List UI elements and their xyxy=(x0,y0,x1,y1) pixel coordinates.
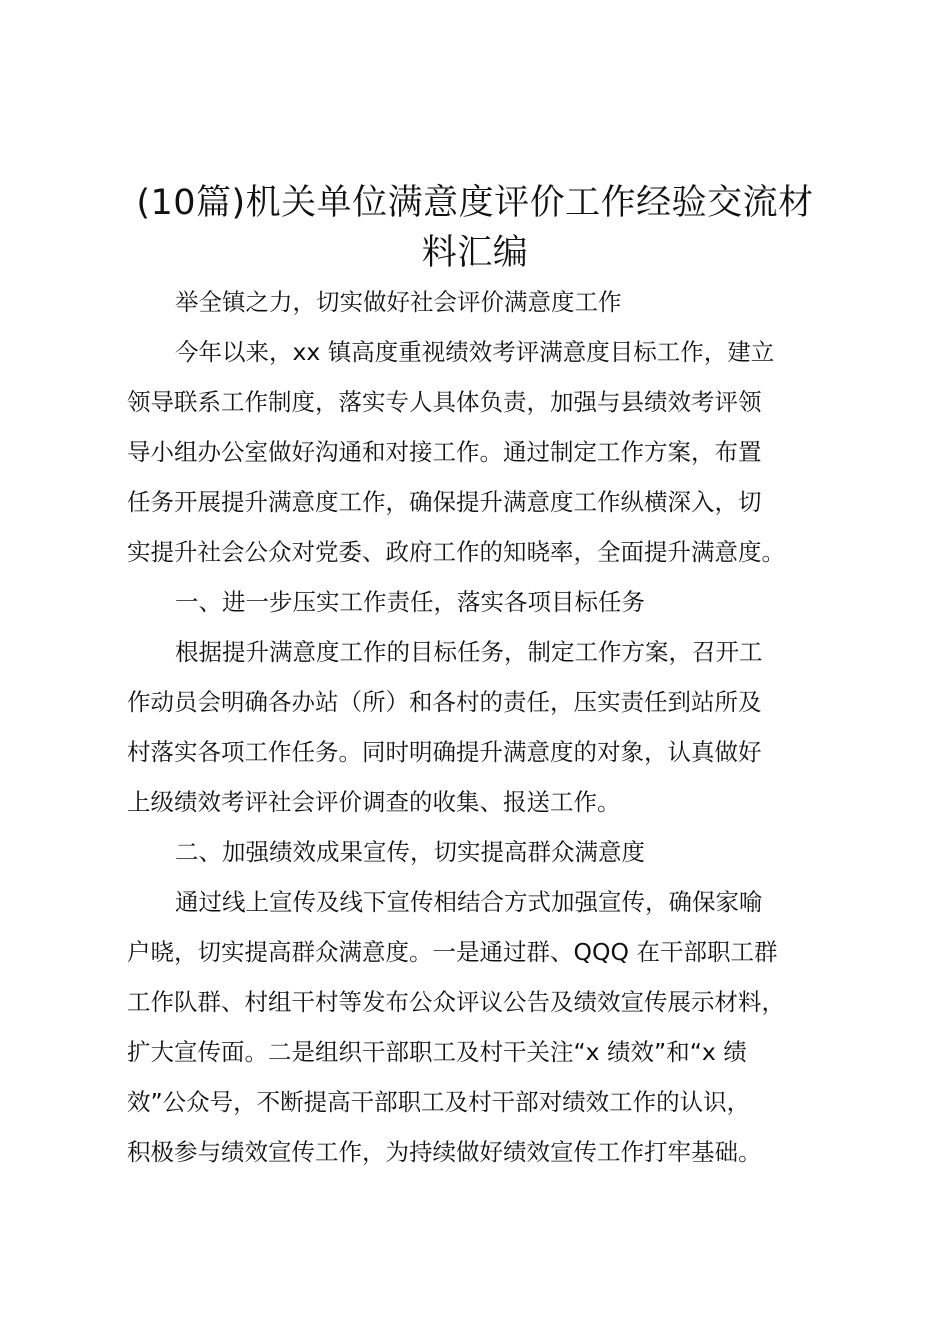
text-line: 积极参与绩效宣传工作，为持续做好绩效宣传工作打牢基础。 xyxy=(127,1138,762,1166)
text-line: 领导联系工作制度，落实专人具体负责，加强与县绩效考评领 xyxy=(127,388,762,416)
title-line: 料汇编 xyxy=(421,233,529,273)
text-line: 村落实各项工作任务。同时明确提升满意度的对象，认真做好 xyxy=(127,738,762,766)
paragraph xyxy=(127,877,847,1177)
section-heading xyxy=(127,827,847,877)
text-line: 上级绩效考评社会评价调查的收集、报送工作。 xyxy=(127,788,621,816)
title-line: (10篇)机关单位满意度评价工作经验交流材 xyxy=(136,183,814,223)
text-line: 工作队群、村组干村等发布公众评议公告及绩效宣传展示材料， xyxy=(127,988,785,1016)
paragraph xyxy=(127,327,847,577)
document-title xyxy=(100,178,850,278)
text-line: 导小组办公室做好沟通和对接工作。通过制定工作方案，布置 xyxy=(127,438,762,466)
text-line: 效”公众号，不断提高干部职工及村干部对绩效工作的认识， xyxy=(127,1088,751,1116)
document-body xyxy=(127,277,847,1177)
text-line: 通过线上宣传及线下宣传相结合方式加强宣传，确保家喻 xyxy=(175,888,763,916)
section-heading xyxy=(127,577,847,627)
text-line: 扩大宣传面。二是组织干部职工及村干关注“x 绩效”和“x 绩 xyxy=(127,1038,747,1066)
text-line: 今年以来，xx 镇高度重视绩效考评满意度目标工作，建立 xyxy=(175,338,775,366)
text-line: 实提升社会公众对党委、政府工作的知晓率，全面提升满意度。 xyxy=(127,538,785,566)
text-line: 作动员会明确各办站（所）和各村的责任，压实责任到站所及 xyxy=(127,688,762,716)
text-line: 举全镇之力，切实做好社会评价满意度工作 xyxy=(175,288,622,316)
text-line: 一、进一步压实工作责任，落实各项目标任务 xyxy=(175,588,645,616)
text-line: 二、加强绩效成果宣传，切实提高群众满意度 xyxy=(175,838,645,866)
paragraph xyxy=(127,627,847,827)
text-line: 户晓，切实提高群众满意度。一是通过群、QQQ 在干部职工群 xyxy=(127,938,778,966)
section-heading xyxy=(127,277,847,327)
text-line: 任务开展提升满意度工作，确保提升满意度工作纵横深入，切 xyxy=(127,488,762,516)
text-line: 根据提升满意度工作的目标任务，制定工作方案，召开工 xyxy=(175,638,763,666)
